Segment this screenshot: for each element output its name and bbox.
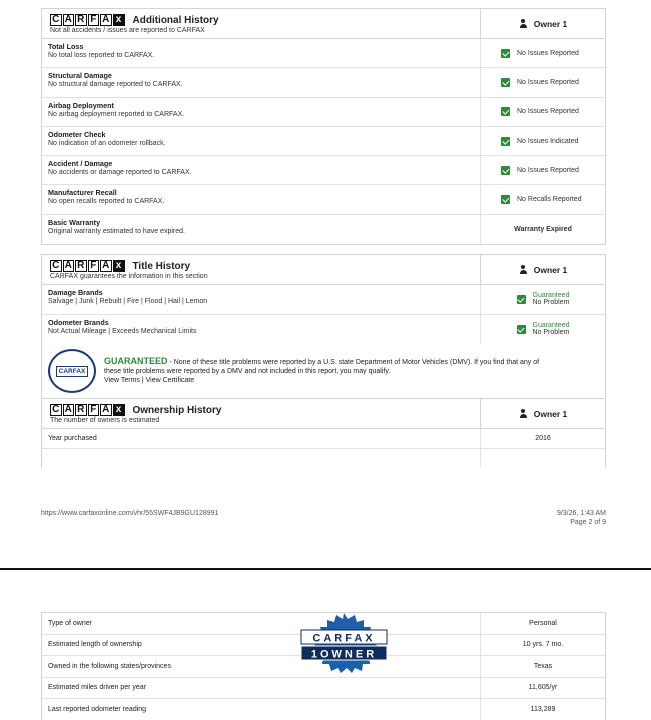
row-label: Estimated miles driven per year [42, 678, 481, 699]
ownership-history-header [42, 399, 605, 429]
checkmark-icon [517, 295, 526, 304]
guaranteed-label: Guaranteed [532, 322, 570, 330]
row-value: Texas [533, 662, 553, 670]
guarantee-heading: GUARANTEED [104, 356, 168, 366]
status-text: No Issues Reported [517, 49, 579, 57]
row-description: No airbag deployment reported to CARFAX. [48, 110, 185, 118]
status-text: No Issues Reported [517, 78, 579, 86]
row-title: Odometer Brands [48, 317, 109, 327]
title-history-header [42, 255, 605, 285]
row-label: Last reported odometer reading [42, 699, 481, 720]
row-status [481, 127, 605, 155]
table-row [42, 678, 605, 700]
section-subtitle: CARFAX guarantees the information in this section [50, 273, 208, 280]
status-text: No Recalls Reported [517, 196, 582, 204]
row-description: Salvage | Junk | Rebuilt | Fire | Flood | Hail | Lemon [48, 298, 208, 305]
guarantee-links[interactable]: View Terms | View Certificate [104, 377, 195, 384]
row-title: Structural Damage [48, 71, 112, 81]
row-title: Manufacturer Recall [48, 188, 117, 198]
row-title: Basic Warranty [48, 217, 101, 227]
guaranteed-label: Guaranteed [532, 292, 570, 300]
row-status [481, 98, 605, 126]
checkmark-icon [501, 78, 510, 87]
row-status [481, 156, 605, 184]
carfax-logo: C A R F A x [50, 260, 125, 272]
guarantee-seal-icon: CARFAX [48, 349, 96, 393]
table-row [42, 68, 605, 97]
row-title: Damage Brands [48, 288, 103, 297]
row-status [481, 315, 605, 345]
row-description: Original warranty estimated to have expired. [48, 227, 185, 235]
status-text: No Issues Reported [517, 108, 579, 116]
additional-history-rows [42, 39, 605, 244]
table-row [42, 449, 605, 467]
status-text: Warranty Expired [514, 225, 572, 233]
row-title: Total Loss [48, 42, 84, 51]
row-label: Type of owner [42, 613, 481, 634]
guarantee-notice: CARFAX GUARANTEED - None of these title problems were reported by a U.S. state Department of Motor Vehicles (DMV). If you find that any of these title problems were reported by a DMV and not included in this report, you may qualify. View Terms | View Certificate [42, 344, 605, 399]
page-url: https://www.carfaxonline.com/vhr/55SWF4JB9GU128991 [41, 510, 219, 517]
page-footer-info: 9/3/26, 1:43 AM Page 2 of 9 [556, 510, 606, 526]
row-status [481, 39, 605, 67]
row-status [481, 68, 605, 96]
section-subtitle: The number of owners is estimated [50, 417, 160, 424]
table-row [42, 285, 605, 315]
problem-status: No Problem [532, 299, 570, 307]
carfax-one-owner-badge-icon [298, 613, 390, 673]
checkmark-icon [501, 137, 510, 146]
row-label: Estimated length of ownership [42, 635, 481, 656]
carfax-logo: C A R F A x [50, 404, 125, 416]
table-row [42, 315, 605, 345]
carfax-logo: C A R F A x [50, 14, 125, 26]
checkmark-icon [501, 166, 510, 175]
row-title: Airbag Deployment [48, 100, 114, 110]
ownership-history-section [41, 398, 606, 468]
row-description: No open recalls reported to CARFAX. [48, 198, 165, 206]
section-title: Additional History [132, 14, 219, 26]
table-row [42, 185, 605, 214]
badge-line-2: 1OWNER [310, 648, 378, 661]
status-text: No Issues Indicated [517, 137, 579, 145]
additional-history-header [42, 9, 605, 39]
table-row: Year purchased 2016 [42, 429, 605, 449]
row-label: Owned in the following states/provinces [42, 656, 481, 677]
section-title: Title History [132, 260, 191, 272]
row-title: Accident / Damage [48, 159, 113, 169]
status-text: No Issues Reported [517, 166, 579, 174]
checkmark-icon [501, 195, 510, 204]
table-row [42, 127, 605, 156]
page-divider [0, 568, 651, 570]
checkmark-icon [501, 107, 510, 116]
row-description: No indication of an odometer rollback. [48, 139, 166, 147]
person-icon [519, 19, 528, 28]
problem-status: No Problem [532, 329, 570, 337]
title-history-section [41, 254, 606, 400]
title-history-rows [42, 285, 605, 344]
row-value: 11,605/yr [528, 684, 558, 692]
person-icon [519, 409, 528, 418]
row-value: Personal [529, 619, 557, 627]
row-title: Odometer Check [48, 129, 106, 139]
owner-column-header: Owner 1 [481, 255, 605, 284]
additional-history-section [41, 8, 606, 245]
checkmark-icon [517, 325, 526, 334]
section-subtitle: Not all accidents / issues are reported to CARFAX [50, 27, 205, 34]
row-description: No accidents or damage reported to CARFAX. [48, 169, 192, 177]
person-icon [519, 265, 528, 274]
owner-column-header: Owner 1 [481, 9, 605, 38]
row-description: Not Actual Mileage | Exceeds Mechanical Limits [48, 327, 197, 335]
table-row [42, 39, 605, 68]
row-status [481, 185, 605, 213]
checkmark-icon [501, 49, 510, 58]
row-value: 10 yrs. 7 mo. [522, 641, 564, 649]
table-row [42, 156, 605, 185]
row-status [481, 285, 605, 314]
section-title: Ownership History [132, 404, 222, 416]
table-row [42, 98, 605, 127]
badge-line-1: CARFAX [312, 632, 376, 645]
owner-column-header: Owner 1 [481, 399, 605, 428]
table-row [42, 699, 605, 720]
row-description: No total loss reported to CARFAX. [48, 52, 155, 59]
row-description: No structural damage reported to CARFAX. [48, 81, 183, 89]
table-row [42, 215, 605, 244]
row-value: 113,289 [530, 705, 556, 713]
row-status [481, 215, 605, 244]
